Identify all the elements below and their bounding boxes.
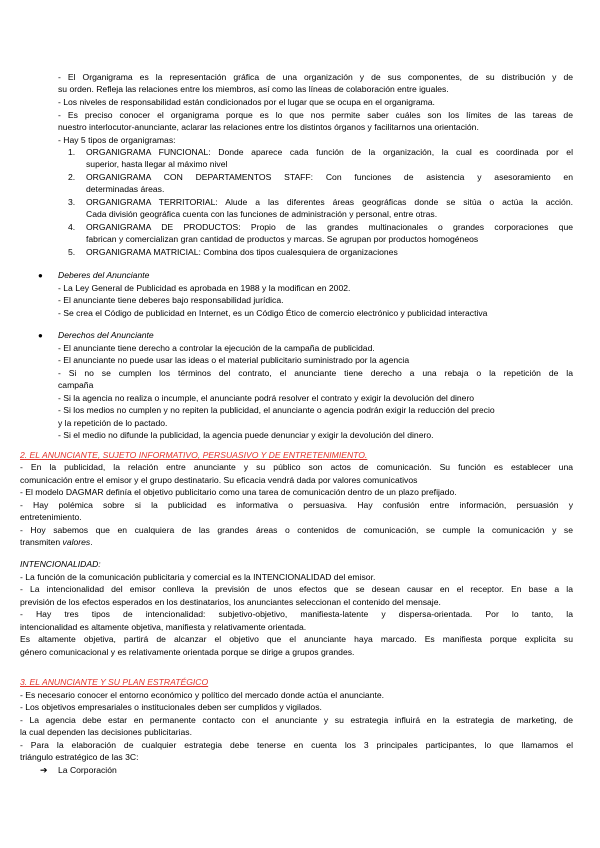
derechos-line: - Si no se cumplen los términos del contrato, el anunciante tiene derecho a una rebaja o la repetición de la (58, 368, 573, 378)
list-item: ORGANIGRAMA FUNCIONAL: Donde aparece cada función de la organización, la cual es coordinada por el (86, 147, 573, 157)
list-item: superior, hasta llegar al máximo nivel (86, 159, 228, 169)
list-item: fabrican y comercializan gran cantidad de productos y marcas. Se agrupan por productos homogéneos (86, 234, 479, 244)
section-3-line: - La agencia debe estar en permanente contacto con el anunciante y su estrategia influirá en la estrategia de marketing, de (20, 715, 573, 725)
arrow-list-item: La Corporación (58, 765, 117, 775)
section-2-line-text: transmiten (20, 537, 61, 547)
list-item: ORGANIGRAMA MATRICIAL: Combina dos tipos cualesquiera de organizaciones (86, 247, 398, 257)
list-item: ORGANIGRAMA TERRITORIAL: Alude a las diferentes áreas geográficas donde se sitúa o actúa la acción. (86, 197, 573, 207)
intro-line: - Es preciso conocer el organigrama porque es lo que nos permite saber cuáles son los límites de las tareas de (58, 110, 573, 120)
derechos-line: - Si la agencia no realiza o incumple, el anunciante podrá resolver el contrato y exigir la devolución del dinero (58, 393, 475, 403)
section-2-line: - Hoy sabemos que en cualquiera de las grandes áreas o contenidos de comunicación, se cumple la comunicación y se (20, 525, 573, 535)
intencionalidad-line: - Hay tres tipos de intencionalidad: subjetivo-objetivo, manifiesta-latente y dispersa-orientada. Por lo tanto, la (20, 609, 573, 619)
deberes-line: - El anunciante tiene deberes bajo responsabilidad jurídica. (58, 295, 284, 305)
intro-line: - Los niveles de responsabilidad están condicionados por el lugar que se ocupa en el organigrama. (58, 97, 435, 107)
list-number: 3. (68, 197, 76, 207)
intencionalidad-line: previsión de los efectos esperados en los destinatarios, los anunciantes seleccionan el contenido del mensaje. (20, 597, 441, 607)
intro-line: su orden. Refleja las relaciones entre los miembros, así como las líneas de colaboración entre iguales. (58, 84, 449, 94)
valores-word: valores (62, 537, 91, 547)
section-3-heading: 3. EL ANUNCIANTE Y SU PLAN ESTRATÉGICO (20, 677, 209, 687)
list-item: Cada división geográfica cuenta con las funciones de administración y personal, entre otras. (86, 209, 438, 219)
deberes-title: Deberes del Anunciante (58, 270, 150, 280)
section-2-line: - Hay polémica sobre si la publicidad es informativa o persuasiva. Hay confusión entre información, persuasión y (20, 500, 573, 510)
derechos-line: campaña (58, 380, 94, 390)
intro-line: nuestro interlocutor-anunciante, aclarar las relaciones entre los distintos órganos y facilitarnos una orientación. (58, 122, 479, 132)
intencionalidad-line: - La intencionalidad del emisor conlleva la previsión de unos efectos que se desean causar en el receptor. En base a la (20, 584, 573, 594)
list-number: 4. (68, 222, 76, 232)
derechos-line: - Si el medio no difunde la publicidad, la agencia puede denunciar y exigir la devolución del dinero. (58, 430, 434, 440)
arrow-right-icon: ➔ (40, 765, 48, 775)
bullet-icon: ● (38, 271, 43, 280)
section-2-last-line (20, 537, 93, 548)
section-2-line: entretenimiento. (20, 512, 82, 522)
intro-line: - El Organigrama es la representación gráfica de una organización y de sus componentes, de su distribución y de (58, 72, 573, 82)
section-3-line: la cual dependen las decisiones publicitarias. (20, 727, 192, 737)
list-item: determinadas áreas. (86, 184, 165, 194)
derechos-line: - Si los medios no cumplen y no repiten la publicidad, el anunciante o agencia podrán exigir la reducción del precio (58, 405, 495, 415)
list-number: 5. (68, 247, 76, 257)
section-2-line: - En la publicidad, la relación entre anunciante y su público son actos de comunicación. Su función es establecer una (20, 462, 573, 472)
section-2-line: comunicación entre el emisor y el grupo destinatario. Su eficacia vendrá dada por valores comunicativos (20, 475, 418, 485)
derechos-title: Derechos del Anunciante (58, 330, 154, 340)
derechos-line: - El anunciante no puede usar las ideas o el material publicitario suministrado por la agencia (58, 355, 410, 365)
intro-line: - Hay 5 tipos de organigramas: (58, 135, 176, 145)
deberes-line: - La Ley General de Publicidad es aprobada en 1988 y la modifican en 2002. (58, 283, 351, 293)
derechos-line: - El anunciante tiene derecho a controlar la ejecución de la campaña de publicidad. (58, 343, 375, 353)
list-number: 2. (68, 172, 76, 182)
section-3-line: - Es necesario conocer el entorno económico y político del mercado donde actúa el anunciante. (20, 690, 385, 700)
section-3-line: triángulo estratégico de las 3C: (20, 752, 139, 762)
deberes-line: - Se crea el Código de publicidad en Internet, es un Código Ético de comercio electrónico y publicidad interactiva (58, 308, 488, 318)
list-number: 1. (68, 147, 76, 157)
intencionalidad-line: intencionalidad es altamente objetiva, manifiesta y relativamente orientada. (20, 622, 307, 632)
section-3-line: - Los objetivos empresariales o institucionales deben ser cumplidos y vigilados. (20, 702, 322, 712)
intencionalidad-title: INTENCIONALIDAD: (20, 559, 101, 569)
section-2-line: - El modelo DAGMAR definía el objetivo publicitario como una tarea de comunicación dentro de un plazo prefijado. (20, 487, 457, 497)
period: . (90, 537, 93, 547)
bullet-icon: ● (38, 331, 43, 340)
section-2-heading: 2. EL ANUNCIANTE, SUJETO INFORMATIVO, PERSUASIVO Y DE ENTRETENIMIENTO. (20, 450, 368, 460)
intencionalidad-line: Es altamente objetiva, partirá de alcanzar el objetivo que el anunciante haya marcado. Es manifiesta porque explicita su (20, 634, 573, 644)
intencionalidad-line: - La función de la comunicación publicitaria y comercial es la INTENCIONALIDAD del emisor. (20, 572, 376, 582)
list-item: ORGANIGRAMA CON DEPARTAMENTOS STAFF: Con funciones de asistencia y asesoramiento en (86, 172, 573, 182)
derechos-line: y la repetición de lo pactado. (58, 418, 168, 428)
intencionalidad-line: género comunicacional y es relativamente orientada porque se dirige a grupos grandes. (20, 647, 355, 657)
section-3-line: - Para la elaboración de cualquier estrategia debe tenerse en cuenta los 3 principales participantes, lo que llamamos el (20, 740, 573, 750)
list-item: ORGANIGRAMA DE PRODUCTOS: Propio de las grandes multinacionales o grandes corporaciones que (86, 222, 573, 232)
